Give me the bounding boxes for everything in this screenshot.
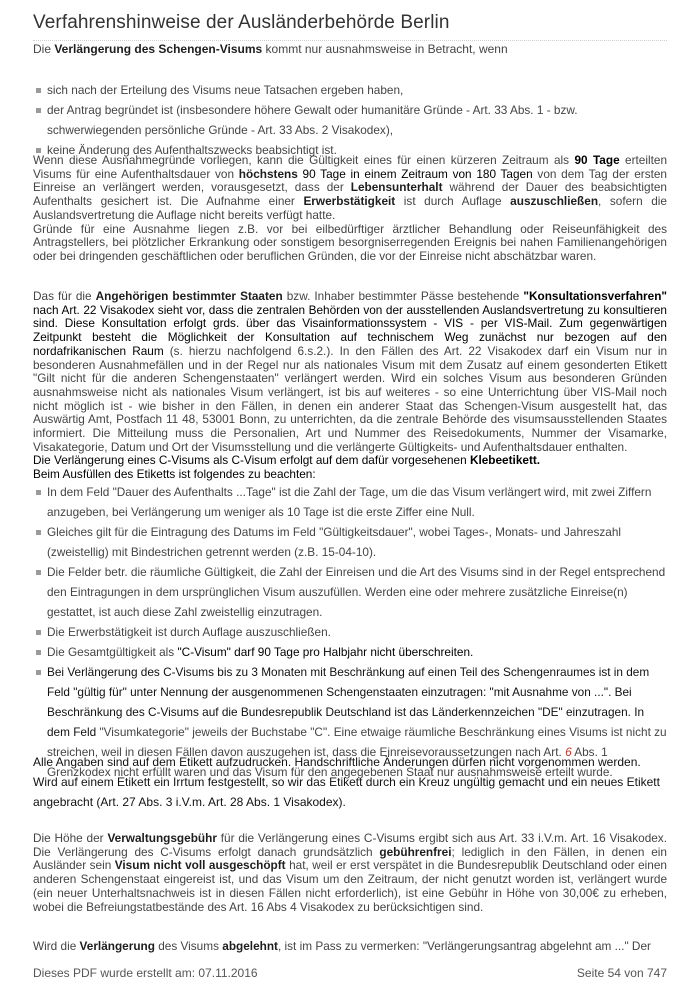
intro-text: kommt nur ausnahmsweise in Betracht, wenn xyxy=(262,42,508,56)
list-item: keine Änderung des Aufenthaltszwecks beabsichtigt ist. xyxy=(33,140,667,160)
paragraph-label-printing: Alle Angaben sind auf dem Etikett aufzudrucken. Handschriftliche Änderungen dürfen nicht vorgenommen werden. Wird auf einem Etikett ein Irrtum festgestellt, so wir das Etikett durch ein Kreuz ungültig gemacht und ein neues Etikett angebracht (Art. 27 Abs. 3 i.V.m. Art. 28 Abs. 1 Visakodex). xyxy=(33,755,660,809)
intro-bold: Schengen-Visums xyxy=(158,42,263,56)
page-title: Verfahrenshinweise der Ausländerbehörde Berlin xyxy=(33,12,667,41)
list-item: Die Felder betr. die räumliche Gültigkeit, die Zahl der Einreisen und die Art des Visums sind in der Regel entsprechend den Eintragungen in dem ursprünglichen Visum auszufüllen. Werden eine oder mehrere zusätzliche Einreise(n) gestattet, ist auch diese Zahl zweistellig einzutragen. xyxy=(33,562,667,622)
bullet-icon xyxy=(36,530,41,535)
list-item: Die Gesamtgültigkeit als "C-Visum" darf 90 Tage pro Halbjahr nicht überschreiten. xyxy=(33,642,667,662)
bullet-icon xyxy=(36,108,41,113)
bullet-icon xyxy=(36,570,41,575)
footer-created-date: Dieses PDF wurde erstellt am: 07.11.2016 xyxy=(33,966,258,980)
list-item: der Antrag begründet ist (insbesondere höhere Gewalt oder humanitäre Gründe - Art. 33 Abs. 1 - bzw. schwerwiegenden persönliche Gründe - Art. 33 Abs. 2 Visakodex), xyxy=(33,100,667,140)
paragraph-consultation: Das für die Angehörigen bestimmter Staaten bzw. Inhaber bestimmter Pässe bestehende "Konsultationsverfahren" nach Art. 22 Visakodex sieht vor, dass die zentralen Behörden von der ausstellenden Auslandsvertretung zu konsultieren sind. Diese Konsultation erfolgt grds. über das Visainformationssystem - VIS - per VIS-Mail. Zum gegenwärtigen Zeitpunkt besteht die Möglichkeit der Konsultation auf technischem Weg zunächst nur bezogen auf den nordafrikanischen Raum (s. hierzu nachfolgend 6.s.2.). In den Fällen des Art. 22 Visakodex darf ein Visum nur in besonderen Ausnahmefällen und in der Regel nur als nationales Visum mit dem Zusatz auf einem gesonderten Etikett "Gilt nicht für die anderen Schengenstaaten" verlängert werden. Wird ein solches Visum aus besonderen Gründen ausnahmsweise nicht als nationales Visum verlängert, ist bis auf weiteres - so eine Unterrichtung über VIS-Mail noch nicht möglich ist - wie bisher in den Fällen, in denen ein anderer Staat das Schengen-Visum ausgestellt hat, das Auswärtig Amt, Postfach 11 48, 53001 Bonn, zu unterrichten, da die zentrale Behörde des visumsausstellenden Staates informiert. Die Mitteilung muss die Personalien, Art und Nummer des Reisedokuments, Nummer der Visamarke, Visakategorie, Datum und Ort der Visumsstellung und die verlängerte Gültigkeits- und Aufenthaltsdauer enthalten. Die Verlängerung eines C-Visums als C-Visum erfolgt auf dem dafür vorgesehenen Klebeetikett. Beim Ausfüllen des Etiketts ist folgendes zu beachten: xyxy=(33,289,668,482)
bullet-icon xyxy=(36,88,41,93)
bullet-icon xyxy=(36,630,41,635)
paragraph-fee: Die Höhe der Verwaltungsgebühr für die Verlängerung eines C-Visums ergibt sich aus Art. 33 i.V.m. Art. 16 Visakodex. Die Verlängerung des C-Visums erfolgt danach grundsätzlich gebührenfrei; lediglich in den Fällen, in denen ein Ausländer sein Visum nicht voll ausgeschöpft hat, weil er erst verspätet in die Bundesrepublik Deutschland oder einen anderen Schengenstaat eingereist ist, und das Visum um den Zeitraum, der nicht genutzt worden ist, verlängert wurde (ein neuer Unterhaltsnachweis ist in diesen Fällen nicht erforderlich), ist eine Gebühr in Höhe von 30,00€ zu erheben, wobei die Befreiungstatbestände des Art. 16 Abs 4 Visakodex zu berücksichtigen sind. xyxy=(33,831,667,914)
list-item: Gleiches gilt für die Eintragung des Datums im Feld "Gültigkeitsdauer", wobei Tages-, Monats- und Jahreszahl (zweistellig) mit Bindestrichen getrennt werden (z.B. 15-04-10). xyxy=(33,522,667,562)
bullet-icon xyxy=(36,490,41,495)
list-item: Die Erwerbstätigkeit ist durch Auflage auszuschließen. xyxy=(33,622,667,642)
intro-text: Die xyxy=(33,42,55,56)
sticker-rules-list xyxy=(33,482,667,782)
paragraph-exceptions: Wenn diese Ausnahmegründe vorliegen, kann die Gültigkeit eines für einen kürzeren Zeitraum als 90 Tage erteilten Visums für eine Aufenthaltsdauer von höchstens 90 Tage in einem Zeitraum von 180 Tagen von dem Tag der ersten Einreise an verlängert werden, vorausgesetzt, dass der Lebensunterhalt während der Dauer des beabsichtigten Aufenthalts gesichert ist. Die Aufnahme einer Erwerbstätigkeit ist durch Auflage auszuschließen, sofern die Auslandsvertretung die Auflage nicht bereits verfügt hatte. Gründe für eine Ausnahme liegen z.B. vor bei eilbedürftiger ärztlicher Behandlung oder Reiseunfähigkeit des Antragstellers, bei plötzlicher Erkrankung oder sonstigem besorgniserregenden Ereignis bei nahen Familienangehörigen oder bei dringenden geschäftlichen oder beruflichen Gründen, die vor der Einreise nicht abschätzbar waren. xyxy=(33,153,668,263)
bullet-icon xyxy=(36,670,41,675)
list-item: In dem Feld "Dauer des Aufenthalts ...Tage" ist die Zahl der Tage, um die das Visum verlängert wird, mit zwei Ziffern anzugeben, bei Verlängerung um weniger als 10 Tage ist die erste Ziffer eine Null. xyxy=(33,482,667,522)
intro-sentence xyxy=(33,42,508,57)
list-item: Bei Verlängerung des C-Visums bis zu 3 Monaten mit Beschränkung auf einen Teil des Schengenraumes ist in dem Feld "gültig für" unter Nennung der ausgenommenen Schengenstaaten einzutragen: "mit Ausnahme von ...". Bei Beschränkung des C-Visums auf die Bundesrepublik Deutschland ist das Länderkennzeichen "DE" einzutragen. In dem Feld "Visumkategorie" jeweils der Buchstabe "C". Eine etwaige räumliche Beschränkung eines Visums ist nicht zu streichen, weil in diesen Fällen davon auszugehen ist, dass die Einreisevoraussetzungen nach Art. 6 Abs. 1 Grenzkodex nicht erfüllt waren und das Visum für den angegebenen Staat nur ausnahmsweise erteilt wurde. xyxy=(33,662,667,782)
footer-page-number: Seite 54 von 747 xyxy=(576,966,667,980)
bullet-icon xyxy=(36,650,41,655)
paragraph-refusal: Wird die Verlängerung des Visums abgelehnt, ist im Pass zu vermerken: "Verlängerungsantrag abgelehnt am ..." Der xyxy=(33,939,651,953)
intro-bold: Verlängerung des xyxy=(54,42,159,56)
list-item: sich nach der Erteilung des Visums neue Tatsachen ergeben haben, xyxy=(33,80,667,100)
conditions-list xyxy=(33,80,667,160)
